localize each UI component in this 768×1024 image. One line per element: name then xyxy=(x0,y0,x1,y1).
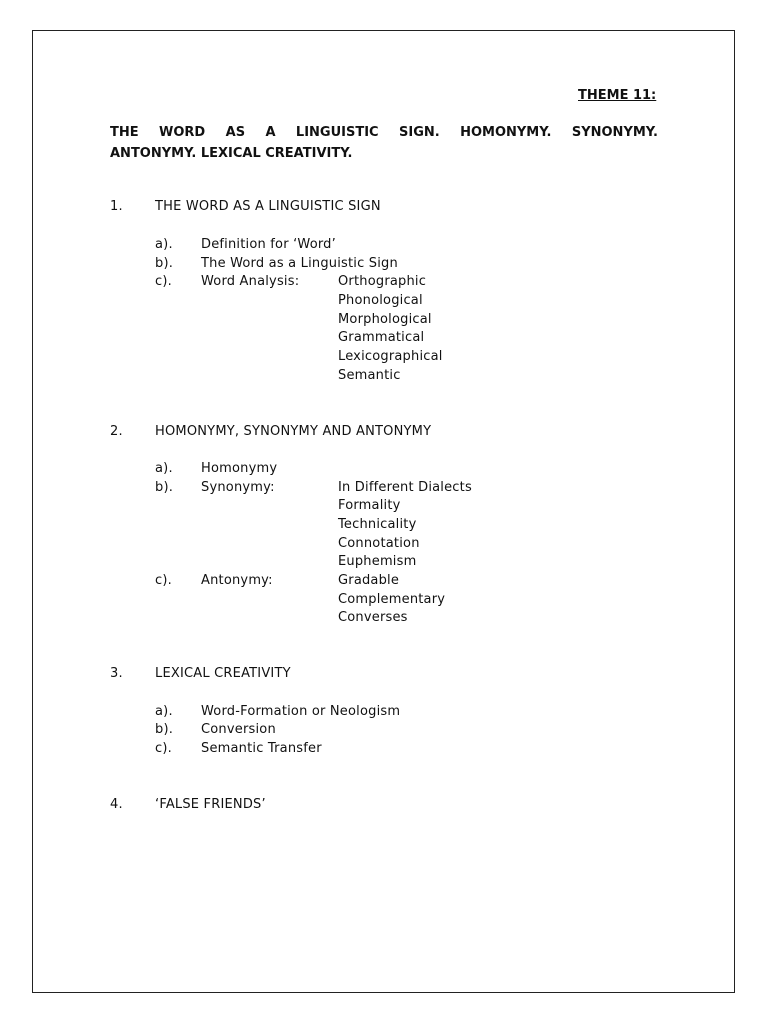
section-number: 1. xyxy=(110,199,123,214)
subitem: Converses xyxy=(338,610,408,625)
item-letter: a). xyxy=(155,704,173,719)
section-number: 2. xyxy=(110,424,123,439)
section-heading: THE WORD AS A LINGUISTIC SIGN xyxy=(155,199,381,214)
subitem: Grammatical xyxy=(338,330,425,345)
subitem: Semantic xyxy=(338,368,401,383)
document-title xyxy=(110,122,658,164)
item-label: Word Analysis: xyxy=(201,274,300,289)
subitem: Technicality xyxy=(338,517,417,532)
item-label: Word-Formation or Neologism xyxy=(201,704,401,719)
section-heading: LEXICAL CREATIVITY xyxy=(155,666,291,681)
item-letter: c). xyxy=(155,741,172,756)
item-label: Definition for ‘Word’ xyxy=(201,237,336,252)
title-line-2: ANTONYMY. LEXICAL CREATIVITY. xyxy=(110,146,353,161)
title-line-1: THE WORD AS A LINGUISTIC SIGN. HOMONYMY. SYNONYMY. xyxy=(110,125,658,140)
subitem: Orthographic xyxy=(338,274,427,289)
item-label: Semantic Transfer xyxy=(201,741,322,756)
subitem: Phonological xyxy=(338,293,423,308)
item-label: Conversion xyxy=(201,722,276,737)
subitem: Lexicographical xyxy=(338,349,443,364)
section-heading: HOMONYMY, SYNONYMY AND ANTONYMY xyxy=(155,424,432,439)
item-letter: b). xyxy=(155,256,174,271)
subitem: Gradable xyxy=(338,573,400,588)
subitem: Morphological xyxy=(338,312,432,327)
theme-label: THEME 11: xyxy=(578,88,657,103)
item-label: Synonymy: xyxy=(201,480,275,495)
item-letter: a). xyxy=(155,461,173,476)
subitem: Complementary xyxy=(338,592,446,607)
item-letter: b). xyxy=(155,480,174,495)
section-number: 4. xyxy=(110,797,123,812)
item-letter: c). xyxy=(155,274,172,289)
section-number: 3. xyxy=(110,666,123,681)
subitem: Euphemism xyxy=(338,554,417,569)
item-letter: a). xyxy=(155,237,173,252)
item-letter: c). xyxy=(155,573,172,588)
subitem: In Different Dialects xyxy=(338,480,472,495)
subitem: Formality xyxy=(338,498,401,513)
item-label: Antonymy: xyxy=(201,573,273,588)
subitem: Connotation xyxy=(338,536,420,551)
section-heading: ‘FALSE FRIENDS’ xyxy=(155,797,266,812)
item-letter: b). xyxy=(155,722,174,737)
item-label: The Word as a Linguistic Sign xyxy=(201,256,398,271)
item-label: Homonymy xyxy=(201,461,278,476)
